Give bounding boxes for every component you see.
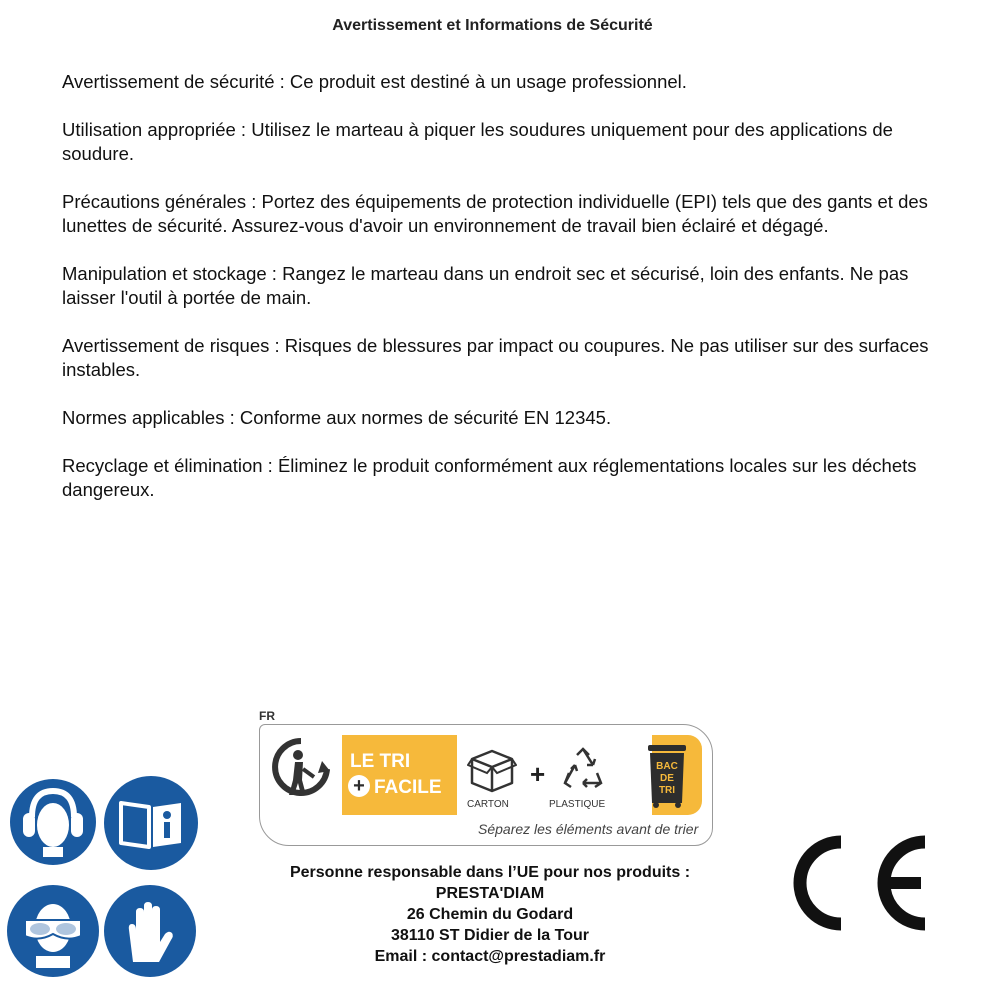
- paragraph-general-precautions: Précautions générales : Portez des équipements de protection individuelle (EPI) tels que des gants et des lunettes de sécurité. Assurez-vous d'avoir un environnement de travail bien éclairé et dégagé.: [62, 191, 928, 236]
- paragraph-risk-warning: Avertissement de risques : Risques de blessures par impact ou coupures. Ne pas utiliser sur des surfaces instables.: [62, 335, 929, 380]
- paragraph-handling-storage: Manipulation et stockage : Rangez le marteau dans un endroit sec et sécurisé, loin des enfants. Ne pas laisser l'outil à portée de main.: [62, 263, 909, 308]
- bin-bac-text: BAC: [656, 761, 678, 772]
- triman-plus-between: +: [530, 759, 546, 789]
- city-address: 38110 ST Didier de la Tour: [391, 927, 589, 944]
- triman-plus-badge: [348, 775, 370, 797]
- triman-label: [259, 724, 713, 846]
- triman-plus-symbol: +: [353, 775, 365, 797]
- sorting-bin-icon: [642, 743, 692, 809]
- triman-banner: [342, 735, 702, 815]
- company-name: PRESTA'DIAM: [435, 885, 545, 902]
- paragraph-appropriate-use: Utilisation appropriée : Utilisez le marteau à piquer les soudures uniquement pour des applications de soudure.: [62, 119, 893, 164]
- bin-tri-text: TRI: [658, 785, 676, 796]
- ear-protection-icon: [6, 775, 100, 869]
- triman-logo-icon: [268, 735, 334, 805]
- page-title: Avertissement et Informations de Sécurité: [332, 17, 653, 34]
- triman-separez-text: Séparez les éléments avant de trier: [478, 821, 699, 837]
- ce-mark-icon: [785, 828, 935, 943]
- paragraph-safety-warning: Avertissement de sécurité : Ce produit est destiné à un usage professionnel.: [62, 71, 687, 92]
- plastic-recycle-icon: [557, 743, 609, 795]
- bin-de-text: DE: [660, 773, 674, 784]
- triman-le-tri: LE TRI: [350, 751, 411, 772]
- gloves-icon: [103, 884, 197, 978]
- triman-facile: FACILE: [374, 777, 442, 798]
- triman-carton-label: CARTON: [467, 799, 509, 810]
- email-address: Email : contact@prestadiam.fr: [374, 948, 606, 965]
- triman-items: [457, 735, 652, 815]
- street-address: 26 Chemin du Godard: [406, 906, 574, 923]
- responsible-line: Personne responsable dans l’UE pour nos produits :: [289, 864, 691, 881]
- triman-plastique-label: PLASTIQUE: [549, 799, 606, 810]
- safety-text: [62, 70, 952, 526]
- read-manual-icon: [103, 775, 199, 871]
- carton-box-icon: [467, 745, 517, 793]
- responsible-person-block: [240, 862, 740, 967]
- eye-protection-icon: [6, 884, 100, 978]
- triman-lang: FR: [259, 709, 275, 723]
- paragraph-recycling: Recyclage et élimination : Éliminez le produit conformément aux réglementations locales sur les déchets dangereux.: [62, 455, 917, 500]
- paragraph-standards: Normes applicables : Conforme aux normes de sécurité EN 12345.: [62, 407, 612, 428]
